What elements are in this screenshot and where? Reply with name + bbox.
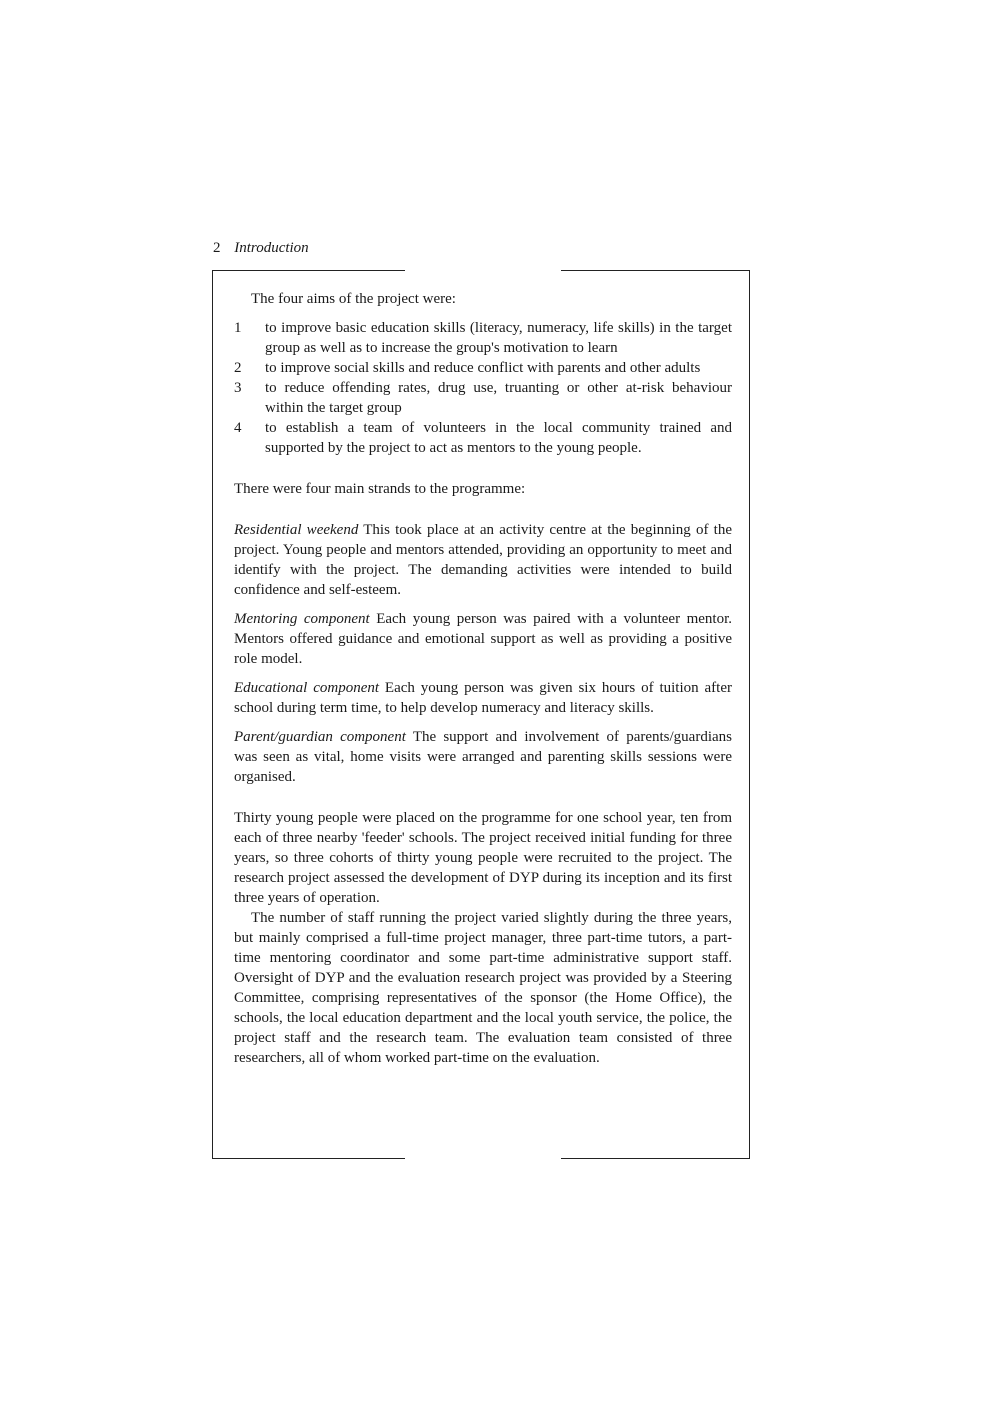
strand-text: Each young person was given six hours of tuition after school during term time, to help develop numeracy and literacy skills. (234, 680, 732, 716)
aim-text: to improve basic education skills (literacy, numeracy, life skills) in the target group as well as to increase the group's motivation to learn (265, 320, 732, 356)
strand-term: Residential weekend (234, 522, 359, 538)
aim-text: to improve social skills and reduce conflict with parents and other adults (265, 360, 701, 376)
strand-term: Mentoring component (234, 611, 370, 627)
strand-text: This took place at an activity centre at the beginning of the project. Young people and mentors attended, providing an opportunity to meet and identify with the project. The demanding activities were intended to build confidence and self-esteem. (234, 522, 733, 598)
aim-item (234, 378, 732, 418)
aim-item (234, 318, 732, 358)
aim-number: 3 (234, 380, 242, 396)
frame-gap-top (405, 269, 561, 272)
frame-gap-bottom (405, 1157, 561, 1160)
aim-item (234, 358, 732, 378)
aim-number: 4 (234, 420, 242, 436)
page-number: 2 (213, 240, 221, 256)
strand-parent-guardian-component (234, 727, 732, 787)
strand-text: The support and involvement of parents/guardians was seen as vital, home visits were arranged and parenting skills sessions were organised. (234, 729, 732, 785)
strand-mentoring-component (234, 609, 732, 669)
project-summary-box (212, 270, 750, 1159)
section-title: Introduction (234, 240, 309, 256)
aims-list (234, 318, 732, 458)
aim-item (234, 418, 732, 458)
strand-text: Each young person was paired with a volunteer mentor. Mentors offered guidance and emotional support as well as providing a positive role model. (234, 611, 733, 667)
aim-text: to establish a team of volunteers in the local community trained and supported by the project to act as mentors to the young people. (265, 420, 732, 456)
strand-residential-weekend (234, 520, 732, 600)
running-head (213, 238, 309, 258)
aim-number: 1 (234, 320, 242, 336)
strand-term: Parent/guardian component (234, 729, 406, 745)
aim-number: 2 (234, 360, 242, 376)
aims-intro: The four aims of the project were: (251, 291, 456, 307)
aim-text: to reduce offending rates, drug use, truanting or other at-risk behaviour within the target group (265, 380, 732, 416)
box-content (234, 289, 732, 1068)
strand-term: Educational component (234, 680, 380, 696)
strands-intro: There were four main strands to the programme: (234, 481, 526, 497)
closing-paragraph: Thirty young people were placed on the programme for one school year, ten from each of three nearby 'feeder' schools. The project received initial funding for three years, so three cohorts of thirty young people were recruited to the project. The research project assessed the development of DYP during its inception and its first three years of operation. (234, 810, 732, 906)
strand-educational-component (234, 678, 732, 718)
closing-paragraph: The number of staff running the project varied slightly during the three years, but mainly comprised a full-time project manager, three part-time tutors, a part-time mentoring coordinator and some part-time administrative support staff. Oversight of DYP and the evaluation research project was provided by a Steering Committee, comprising representatives of the sponsor (the Home Office), the schools, the local education department and the local youth service, the police, the project staff and the research team. The evaluation team consisted of three researchers, all of whom worked part-time on the evaluation. (234, 910, 732, 1066)
